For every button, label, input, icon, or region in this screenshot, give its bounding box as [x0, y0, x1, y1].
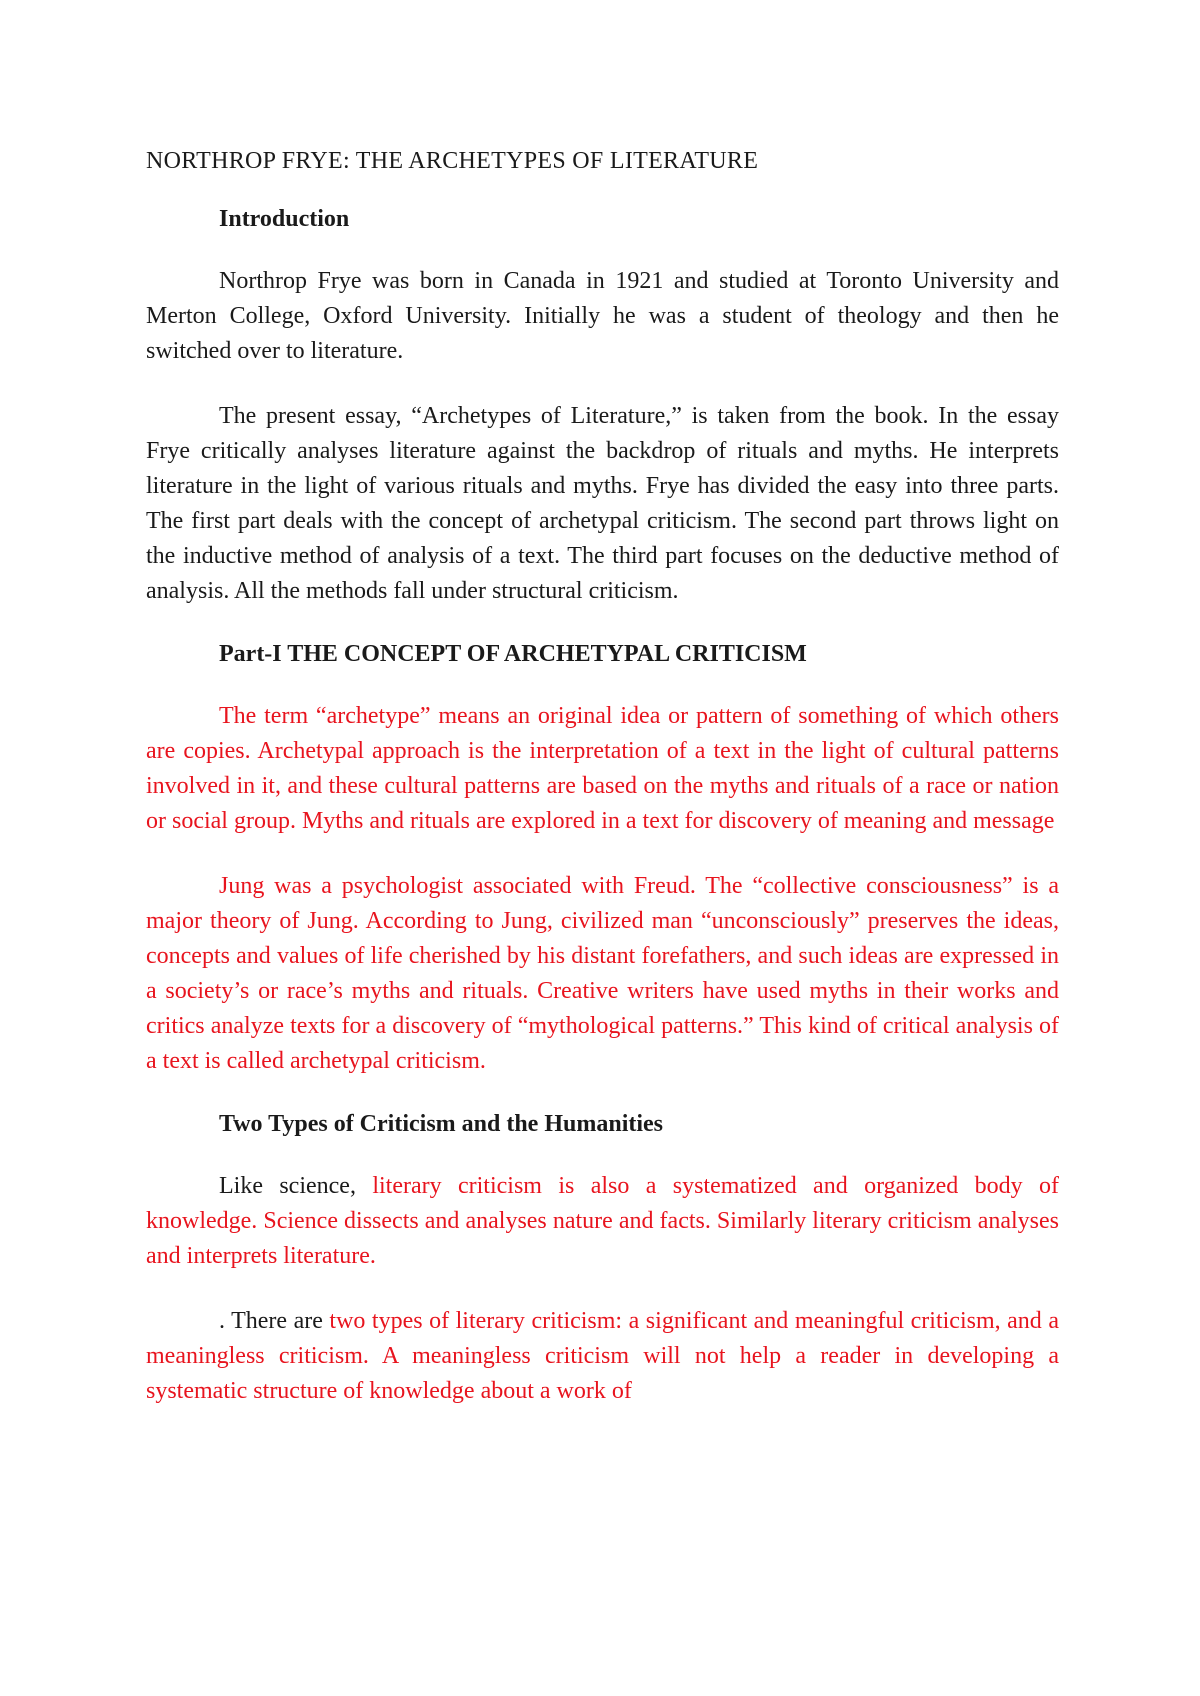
types-paragraph-1	[146, 1169, 1059, 1274]
document-title: NORTHROP FRYE: THE ARCHETYPES OF LITERATURE	[146, 148, 759, 174]
two-types-heading: Two Types of Criticism and the Humanities	[219, 1111, 664, 1137]
part1-heading: Part-I THE CONCEPT OF ARCHETYPAL CRITICISM	[219, 641, 807, 667]
types-paragraph-1-lead: Like science,	[219, 1173, 373, 1199]
types-paragraph-1-highlight: literary criticism is also a systematized and organized body of knowledge. Science dissects and analyses nature and facts. Similarly literary criticism analyses and interprets literature.	[146, 1173, 1059, 1269]
introduction-heading: Introduction	[219, 206, 350, 232]
part1-paragraph-1: The term “archetype” means an original idea or pattern of something of which others are copies. Archetypal approach is the interpretation of a text in the light of cultural patterns involved in it, and these cultural patterns are based on the myths and rituals of a race or nation or social group. Myths and rituals are explored in a text for discovery of meaning and message	[146, 703, 1059, 834]
types-paragraph-2-lead: . There are	[219, 1308, 330, 1334]
intro-paragraph-1: Northrop Frye was born in Canada in 1921 and studied at Toronto University and Merton College, Oxford University. Initially he was a student of theology and then he switched over to literature.	[146, 268, 1059, 364]
intro-paragraph-2: The present essay, “Archetypes of Literature,” is taken from the book. In the essay Frye critically analyses literature against the backdrop of rituals and myths. He interprets literature in the light of various rituals and myths. Frye has divided the easy into three parts. The first part deals with the concept of archetypal criticism. The second part throws light on the inductive method of analysis of a text. The third part focuses on the deductive method of analysis. All the methods fall under structural criticism.	[146, 403, 1059, 604]
types-paragraph-2-highlight: two types of literary criticism: a significant and meaningful criticism, and a meaningless criticism. A meaningless criticism will not help a reader in developing a systematic structure of knowledge about a work of	[146, 1308, 1059, 1404]
types-paragraph-2	[146, 1304, 1059, 1409]
part1-paragraph-2: Jung was a psychologist associated with Freud. The “collective consciousness” is a major theory of Jung. According to Jung, civilized man “unconsciously” preserves the ideas, concepts and values of life cherished by his distant forefathers, and such ideas are expressed in a society’s or race’s myths and rituals. Creative writers have used myths in their works and critics analyze texts for a discovery of “mythological patterns.” This kind of critical analysis of a text is called archetypal criticism.	[146, 873, 1059, 1074]
